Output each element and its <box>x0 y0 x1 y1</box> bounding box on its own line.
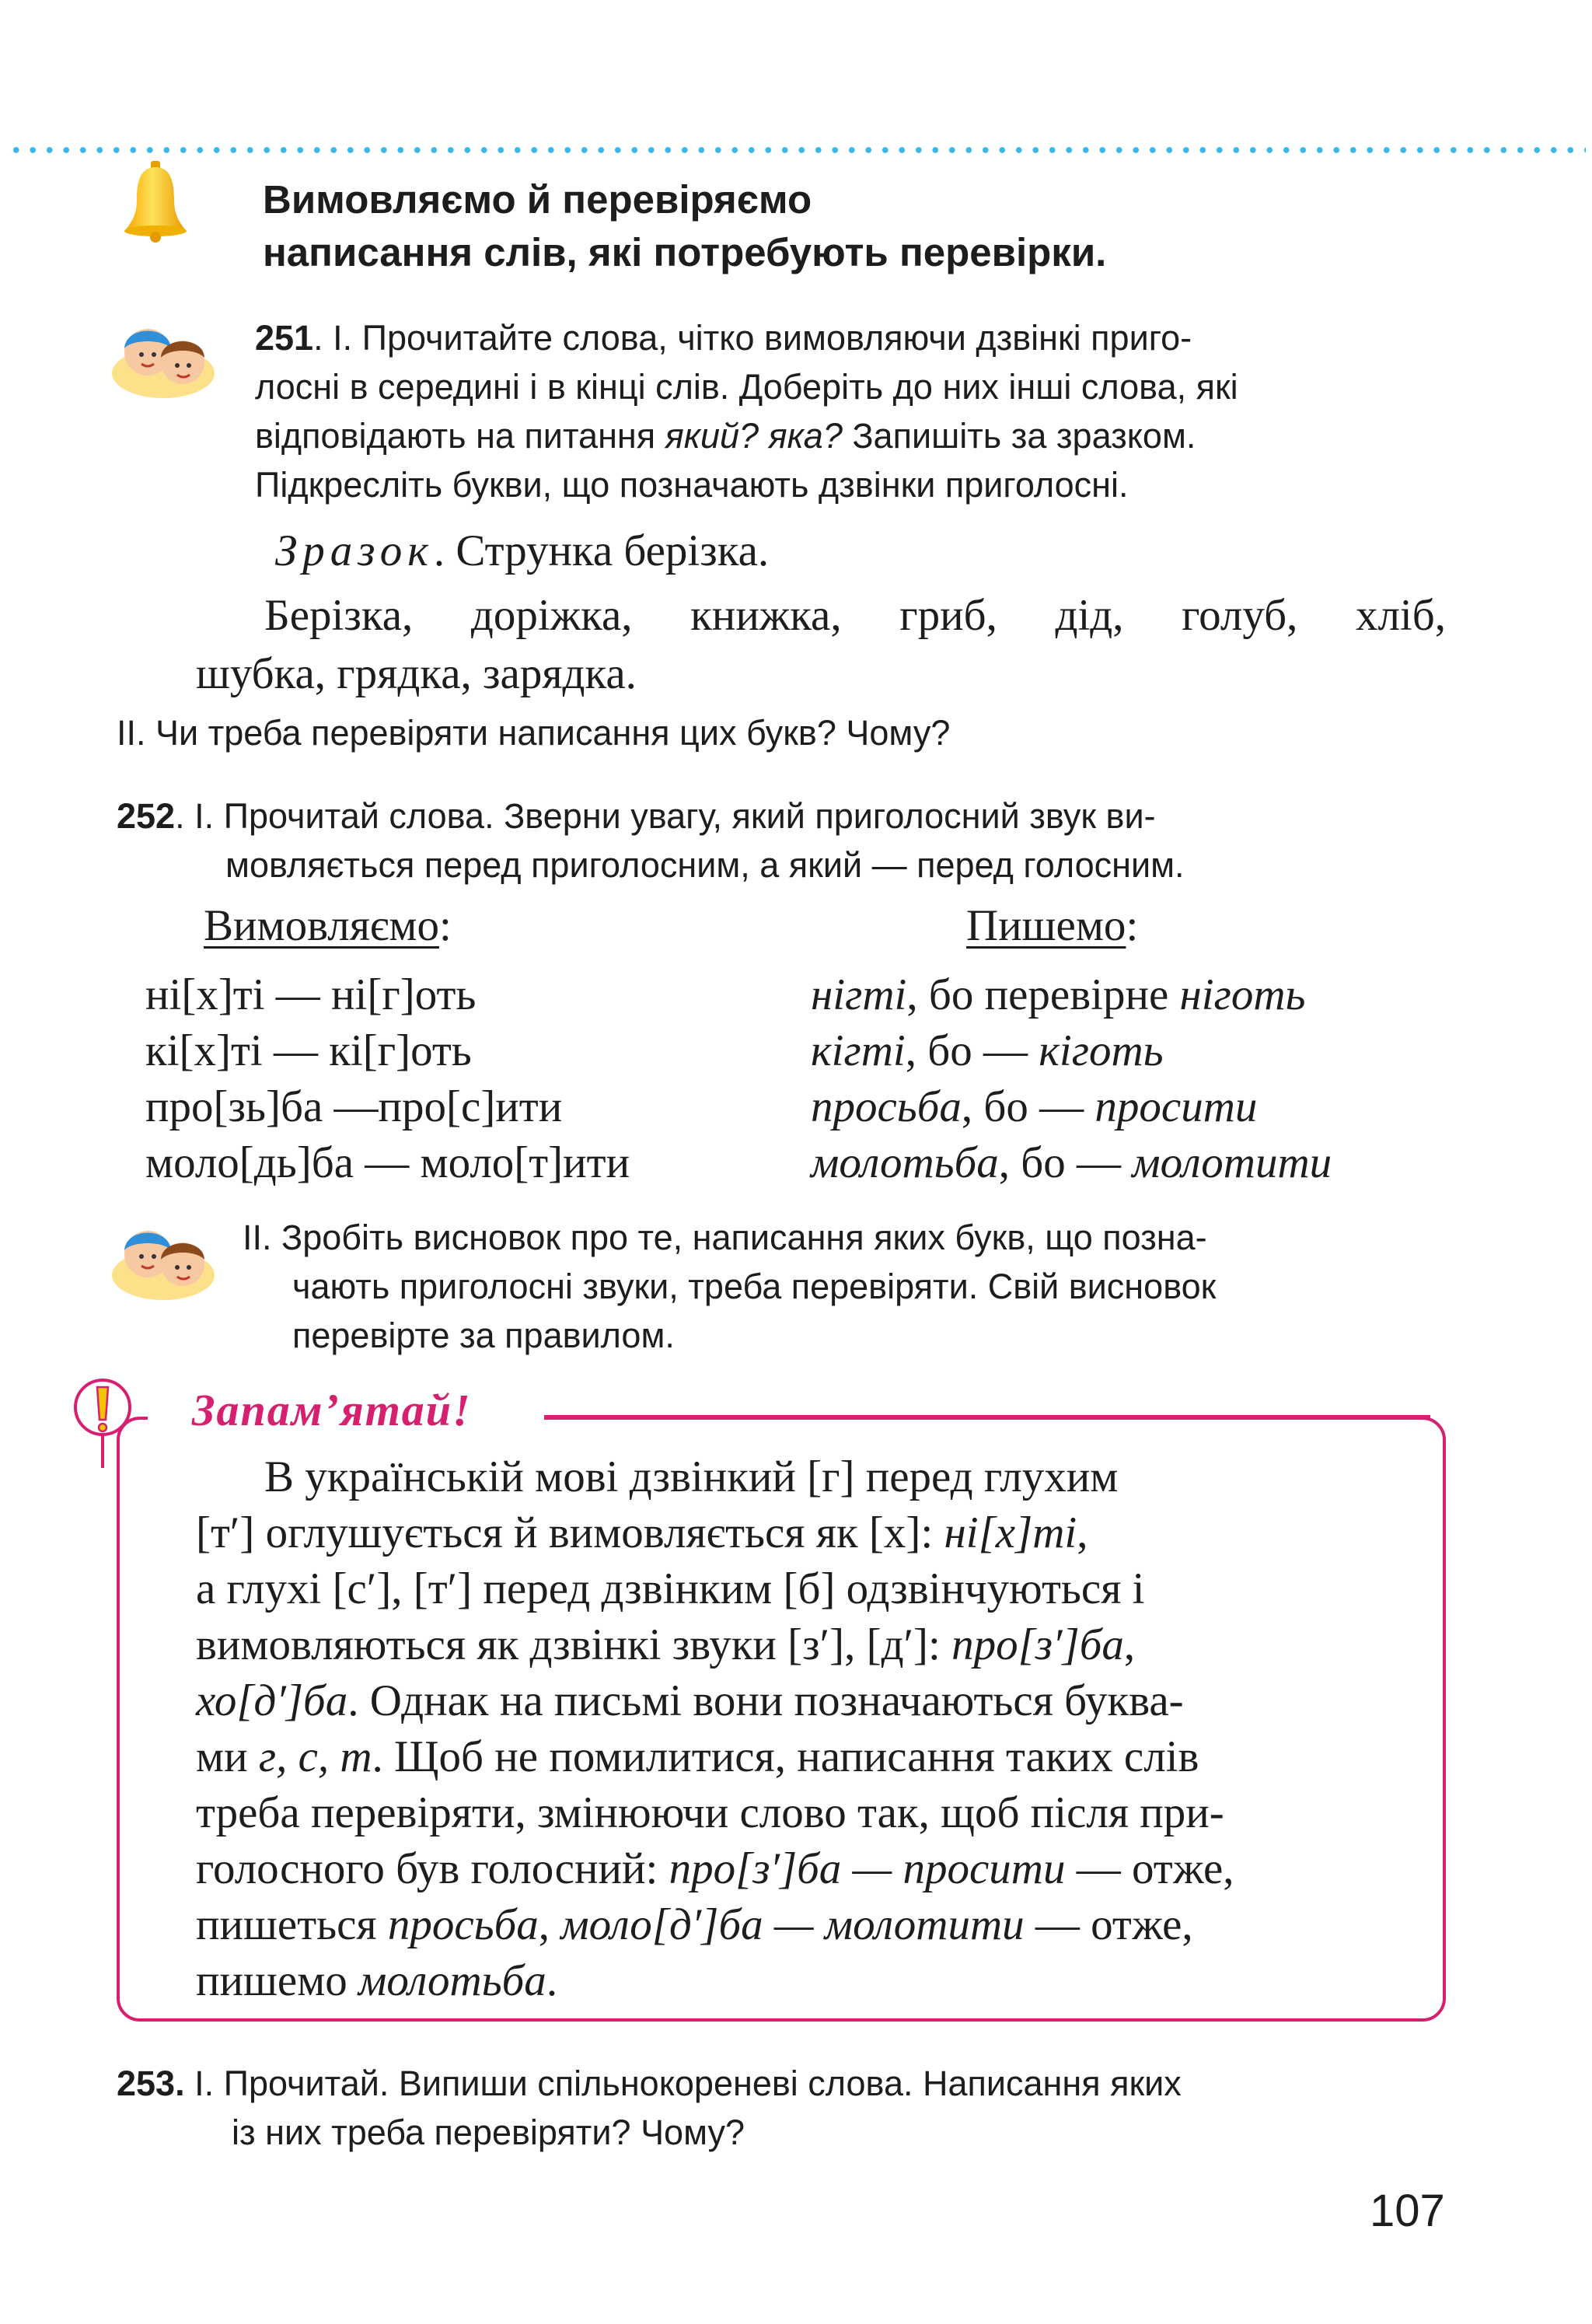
pair-work-icon <box>109 1211 218 1305</box>
task-text: чають приголосні звуки, треба перевіряти. Свій висновок <box>292 1267 1217 1306</box>
pair-work-icon <box>109 309 218 403</box>
rule-segment: . Щоб не помилитися, написання таких слів <box>372 1732 1199 1781</box>
rule-segment: , <box>1077 1508 1088 1557</box>
rule-example: моло[д′]ба — молотити <box>560 1900 1025 1949</box>
rule-example: про[з′]ба — просити <box>669 1844 1066 1893</box>
write-column <box>811 967 1332 1191</box>
written-word: кігті <box>811 1026 906 1075</box>
write-row-text: , бо — <box>998 1138 1133 1187</box>
remember-title: Запам’ятай! <box>192 1385 472 1435</box>
task-251-part2: ІІ. Чи треба перевіряти написання цих букв? Чому? <box>117 713 951 753</box>
rule-segment: пишемо <box>196 1956 359 2005</box>
rule-segment: пишеться <box>196 1900 388 1949</box>
pronounce-row: про[зь]ба —про[с]ити <box>145 1082 563 1131</box>
rule-line: треба перевіряти, змінюючи слово так, щоб після при- <box>196 1788 1224 1837</box>
word-list-line: шубка, грядка, зарядка. <box>196 649 637 698</box>
write-row <box>811 1079 1332 1135</box>
task-text: лосні в середині і в кінці слів. Доберіть до них інші слова, які <box>255 367 1238 407</box>
rule-line <box>196 1505 1429 1561</box>
pronounce-row: моло[дь]ба — моло[т]ити <box>145 1138 630 1187</box>
task-text: Запишіть за зразком. <box>842 416 1196 456</box>
write-row <box>811 1135 1332 1191</box>
rule-line: а глухі [с′], [т′] перед дзвінким [б] одзвінчуються і <box>196 1564 1145 1613</box>
rule-segment: вимовляються як дзвінкі звуки [з′], [д′]: <box>196 1620 952 1669</box>
rule-line <box>196 1617 1429 1673</box>
task-251 <box>255 313 1446 509</box>
rule-line <box>196 1841 1429 1897</box>
pronounce-column <box>145 967 630 1191</box>
task-253 <box>117 2059 1446 2157</box>
rule-segment: [т′] оглушується й вимовляється як [х]: <box>196 1508 944 1557</box>
task-number: 251 <box>255 318 314 358</box>
rule-segment: . <box>546 1956 558 2005</box>
dotted-divider <box>8 146 1586 154</box>
task-text: . І. Прочитай слова. Зверни увагу, який приголосний звук ви- <box>175 796 1156 836</box>
task-252-part2 <box>243 1213 1446 1360</box>
rule-line: В українській мові дзвінкий [г] перед глухим <box>264 1452 1119 1501</box>
task-text: Підкресліть букви, що позначають дзвінки приголосні. <box>255 465 1129 505</box>
written-word: молотьба <box>811 1138 999 1187</box>
task-question-italic: який? яка? <box>665 416 843 456</box>
rule-line <box>196 1673 1429 1729</box>
task-number: 253. <box>117 2064 185 2103</box>
colon: : <box>1126 901 1139 950</box>
example-line <box>275 522 769 580</box>
rule-line <box>196 1897 1429 1953</box>
section-heading-line1: Вимовляємо й перевіряємо <box>263 177 812 222</box>
written-word: нігті <box>811 970 907 1019</box>
task-text: із них треба перевіряти? Чому? <box>232 2113 745 2152</box>
word-list-line: Берізка, доріжка, книжка, гриб, дід, голуб, хліб, <box>264 591 1446 640</box>
bell-icon <box>117 159 194 245</box>
rule-example: молотьба <box>358 1956 546 2005</box>
task-text: ІІ. Зробіть висновок про те, написання яких букв, що позна- <box>243 1218 1207 1257</box>
exclamation-icon <box>72 1376 134 1470</box>
written-word: просьба <box>811 1082 962 1131</box>
rule-segment: . Однак на письмі вони позначаються буква- <box>347 1676 1184 1725</box>
task-text: відповідають на питання <box>255 416 665 456</box>
write-row-text: , бо — <box>905 1026 1039 1075</box>
pronounce-row: ні[х]ті — ні[г]оть <box>145 970 477 1019</box>
write-row <box>811 967 1332 1023</box>
task-text: мовляється перед приголосним, а який — перед голосним. <box>225 845 1185 885</box>
rule-segment: , <box>538 1900 561 1949</box>
rule-segment: , <box>1123 1620 1136 1669</box>
colon: : <box>438 901 452 950</box>
rule-segment: — отже, <box>1024 1900 1193 1949</box>
column-head-label: Пишемо <box>966 901 1126 950</box>
task-number: 252 <box>117 796 176 836</box>
check-word: ніготь <box>1179 970 1306 1019</box>
task-text: . І. Прочитайте слова, чітко вимовляючи дзвінкі приго- <box>313 318 1192 358</box>
rule-example: хо[д′]ба <box>196 1676 348 1725</box>
column-head-pronounce <box>204 900 452 951</box>
box-title-rule <box>544 1415 1430 1418</box>
rule-line <box>196 1729 1429 1785</box>
example-label: Зразок <box>275 526 434 575</box>
section-heading-line2: написання слів, які потребують перевірки. <box>263 230 1107 274</box>
rule-example: г, с, т <box>258 1732 372 1781</box>
check-word: молотити <box>1132 1138 1332 1187</box>
write-row-text: , бо — <box>961 1082 1095 1131</box>
rule-example: про[з′]ба <box>951 1620 1124 1669</box>
check-word: просити <box>1094 1082 1258 1131</box>
task-text: І. Прочитай. Випиши спільнокореневі слова. Написання яких <box>184 2064 1182 2103</box>
page-number: 107 <box>1370 2186 1445 2236</box>
task-252 <box>117 792 1446 889</box>
rule-segment: — отже, <box>1065 1844 1234 1893</box>
rule-segment: голосного був голосний: <box>196 1844 669 1893</box>
rule-segment: ми <box>196 1732 259 1781</box>
rule-line <box>196 1953 1429 2009</box>
rule-example: просьба <box>387 1900 539 1949</box>
write-row <box>811 1023 1332 1079</box>
rule-text <box>196 1449 1429 2009</box>
column-head-write <box>966 900 1138 951</box>
example-text: . Струнка берізка. <box>433 526 770 575</box>
write-row-text: , бо перевірне <box>906 970 1180 1019</box>
check-word: кіготь <box>1039 1026 1164 1075</box>
rule-example: ні[х]ті <box>944 1508 1077 1557</box>
word-list <box>196 587 1446 645</box>
column-head-label: Вимовляємо <box>204 901 439 950</box>
pronounce-row: кі[х]ті — кі[г]оть <box>145 1026 472 1075</box>
task-text: перевірте за правилом. <box>292 1316 675 1355</box>
